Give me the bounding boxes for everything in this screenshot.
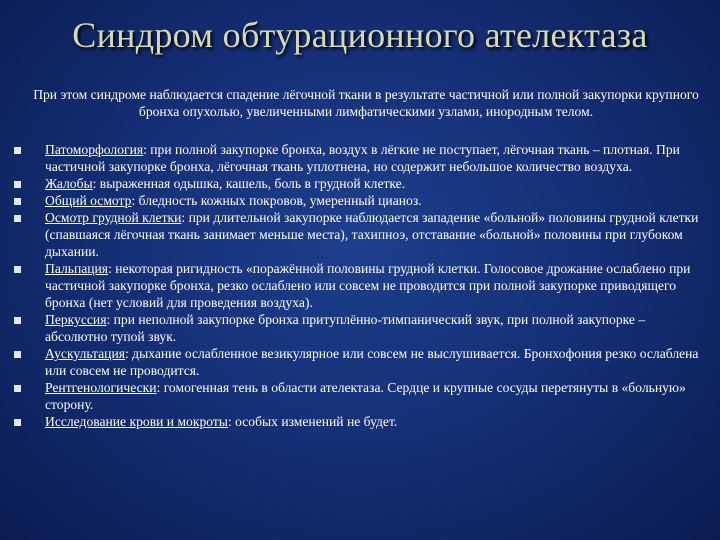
list-item-description: : особых изменений не будет.: [227, 414, 398, 429]
list-item: [14, 175, 706, 192]
list-item-text: [45, 345, 706, 379]
intro-paragraph: При этом синдроме наблюдается спадение лёгочной ткани в результате частичной или полной закупорки крупного бронха опухолью, увеличенными лимфатическими узлами, инородным телом.: [33, 87, 699, 119]
square-bullet-icon: [14, 181, 24, 188]
list-item-term: Общий осмотр: [45, 193, 132, 208]
list-item: [14, 141, 706, 175]
list-item: [14, 260, 706, 311]
list-item-term: Патоморфология: [45, 142, 144, 157]
list-item-text: [45, 192, 706, 209]
list-item: [14, 345, 706, 379]
list-item-description: : дыхание ослабленное везикулярное или совсем не выслушивается. Бронхофония резко ослаблена или совсем не проводится.: [45, 346, 699, 378]
list-item-description: : некоторая ригидность «поражённой половины грудной клетки. Голосовое дрожание ослаблено при частичной закупорке бронха, резко ослаблено или совсем не проводится при полной закупорке приводящего бронха (нет условий для проведения воздуха).: [45, 261, 691, 310]
list-item-description: : гомогенная тень в области ателектаза. Сердце и крупные сосуды перетянуты в «больную» сторону.: [45, 380, 686, 412]
list-item-term: Рентгенологически: [45, 380, 157, 395]
list-item-text: [45, 413, 706, 430]
square-bullet-icon: [14, 385, 24, 392]
square-bullet-icon: [14, 351, 24, 358]
list-item-term: Осмотр грудной клетки: [45, 210, 182, 225]
list-item-term: Пальпация: [45, 261, 109, 276]
list-item-description: : выраженная одышка, кашель, боль в грудной клетке.: [92, 176, 406, 191]
square-bullet-icon: [14, 266, 24, 273]
list-item-text: [45, 209, 706, 260]
list-item-text: [45, 311, 706, 345]
square-bullet-icon: [14, 215, 24, 222]
list-item: [14, 379, 706, 413]
list-item-text: [45, 141, 706, 175]
square-bullet-icon: [14, 317, 24, 324]
list-item: [14, 311, 706, 345]
bullet-list: [14, 141, 706, 430]
slide-title: Синдром обтурационного ателектаза: [72, 15, 648, 55]
list-item-term: Жалобы: [45, 176, 93, 191]
list-item-description: : при полной закупорке бронха, воздух в лёгкие не поступает, лёгочная ткань – плотная. При частичной закупорке бронха, лёгочная ткань уплотнена, но содержит небольшое количество воздуха.: [45, 142, 680, 174]
list-item-text: [45, 379, 706, 413]
list-item-text: [45, 175, 706, 192]
list-item: [14, 413, 706, 430]
square-bullet-icon: [14, 419, 24, 426]
list-item: [14, 192, 706, 209]
list-item-term: Исследование крови и мокроты: [45, 414, 228, 429]
list-item-description: : при неполной закупорке бронха притуплённо-тимпанический звук, при полной закупорке – абсолютно тупой звук.: [45, 312, 646, 344]
list-item-description: : бледность кожных покровов, умеренный цианоз.: [131, 193, 422, 208]
square-bullet-icon: [14, 198, 24, 205]
square-bullet-icon: [14, 147, 24, 154]
list-item-description: : при длительной закупорке наблюдается западение «больной» половины грудной клетки (спавшаяся лёгочная ткань занимает меньше места), тахипноэ, отставание «больной» половины при глубоком дыхании.: [45, 210, 699, 259]
list-item-term: Аускультация: [45, 346, 125, 361]
list-item-text: [45, 260, 706, 311]
list-item-term: Перкуссия: [45, 312, 107, 327]
list-item: [14, 209, 706, 260]
